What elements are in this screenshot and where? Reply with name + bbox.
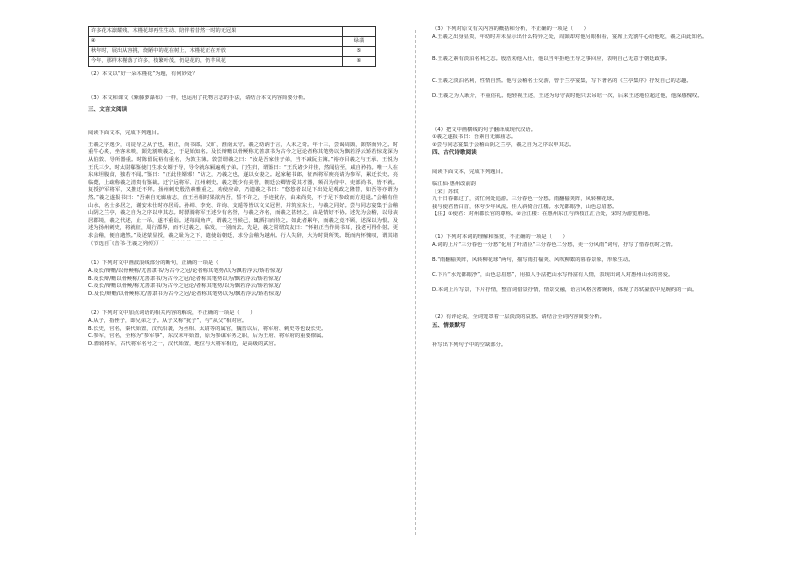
option-b: B.“雨翻榆荚阵，风转柳花球”两句，描写雨打榆荚、风吹柳絮的暮春景象，形象生动。	[432, 256, 634, 263]
table-cell: ⑤	[343, 47, 376, 57]
option-c: C.王羲之淡泊名利，性情自然。他与会稽名士交游，曾于兰亭宴集，写下著名的《兰亭集序》抒发自己的志趣。	[432, 77, 692, 84]
question-text: （2）本文以“好一朵木槿花”为题，有何妙处？	[88, 71, 198, 77]
table-cell	[343, 27, 376, 37]
option-b: B.王羲之素有淡泊名利之志。殷浩劝他入仕，他以当年拒绝王导之事回应，表明自己无意于朝廷政事。	[432, 55, 671, 62]
reading-table	[88, 26, 376, 67]
option-c: C.下片“水光都眼净”，山色总眉愁”，用拟人手法把山水写得富有人情，表现出词人对惠州山水的喜爱。	[432, 271, 674, 278]
option-c: C.参军，官名，全称为“参军事”，东汉末年始置，原为参谋军务之职，后为王府、将军府的重要僚属。	[88, 333, 327, 340]
option-b: B.长史，官名，秦代始置，汉代沿袭，为丞相、太尉等的属官，魏晋以后，将军府、刺史等也设长史。	[88, 325, 327, 332]
question-text: （3）下列对原文有关内容的概括和分析，不正确的一项是（ ）	[432, 26, 589, 32]
table-cell: 许多花木凛耀残。木槿花却再生生动、陪伴着昔然一时的无冠果	[89, 27, 343, 37]
table-row	[89, 57, 376, 67]
table-cell: 秋年时，展出从容挑，烧陋中的花在树上，木槿花正在开放	[89, 47, 343, 57]
option-c: C.及长/辩赡以骨鲠/称尤善隶书/为古今之冠论/者称其笔势/以为飘若浮云/矫若惊龙/	[88, 283, 281, 290]
table-cell: ④	[89, 37, 343, 47]
question-text: （2）下列对文中加点词语的相关内容的解说，不正确的一项是（ ）	[88, 310, 256, 317]
classical-passage: 王羲之字逸少，司徒导之从子也，祖正，尚书郎。父旷，淮南太守。羲之幼讷于言，人未之奇。年十三，尝谒周顗，顗察而异之。时重牛心炙，坐客未啖，顗先割啖羲之，于是始知名。及长辩赡以骨鲠称尤善隶书为古今之冠论者称其笔势以为飘若浮云矫若惊龙深为从伯敦、导所器重。时陈留阮裕有重名，为敦主簿。敦尝谓羲之曰：“汝是吾家佳子弟，当不减阮主簿。”裕亦目羲之与王承、王悦为王氏三少。时太尉郗鉴使门生求女婿于导，导令就东厢遍观子弟。门生归，谓鉴曰：“王氏诸少并佳，然闻信至，咸自矜持。唯一人在东床坦腹食，独若不闻。”鉴曰：“正此佳婿邪！”访之，乃羲之也，遂以女妻之。起家秘书郎，征西将军庾亮请为参军，累迁长史。亮临薨，上疏称羲之清贵有鉴裁。迁宁远将军、江州刺史。羲之既少有美誉，朝廷公卿皆爱其才器，频召为侍中、吏部尚书，皆不就。复授护军将军，又推迁不拜。扬州刺史殷浩素雅重之，劝使应命，乃遗羲之书曰：“悠悠者以足下出处足观政之隆替，如吾等亦谓为然。”羲之遂报书曰：“吾素自无廊庙志，直王丞相时果欲内吾，誓不许之，手迹犹存，由来尚矣，不于足下参政而方进退。”会稽有佳山水，名士多居之，谢安未仕时亦居焉。孙绰、李充、许询、支遁等皆以文义冠世，并筑室东土，与羲之同好。尝与同志宴集于会稽山阴之兰亭，羲之自为之序以申其志。时骠骑将军王述少有名誉，与羲之齐名，而羲之甚轻之，由是情好不协。述先为会稽，以母丧居郡境，羲之代述，止一吊，遂不重诣。述每闻角声，谓羲之当候己，辄洒扫而待之。如此者累年，而羲之竟不顾，述深以为恨。及述为扬州刺史，将就征，周行郡界，而不过羲之，临发，一别而去。先是，羲之常谓宾友曰：“怀祖正当作尚书耳，投老可得仆射。更求会稽，便自邈然。”及述蒙显授，羲之耻为之下，遣使诣朝廷，求分会稽为越州。行人失辞，大为时贤所笑。既而内怀愧叹，谓其诸	[88, 141, 398, 239]
option-a: A.及长/辩赡/以骨鲠称/尤善隶书/为古今之冠/论者称其笔势/以为飘若浮云/矫若惊龙/	[88, 267, 283, 274]
section-heading: 五、情景默写	[432, 322, 466, 329]
translation-item: ①羲之遂报书曰：吾素自无廊庙志。	[432, 134, 517, 141]
table-row	[89, 37, 376, 47]
option-a: A.从子，指侄子，即兄弟之子。从子又称“犹子”，与“从父”相对应。	[88, 317, 248, 324]
option-a: A.词的上片“三分春色一分愁”化用了叶清臣“三分春色二分愁，更一分风雨”词句，抒写了惜春伤时之情。	[432, 241, 676, 248]
table-cell: 绿翡	[343, 37, 376, 47]
option-d: D.本词上片写景，下片抒情，整首词借景抒情，情景交融，语言风格含蓄婉转，体现了苏轼豪放中见婉约的一面。	[432, 286, 698, 293]
right-column	[432, 26, 732, 349]
option-d: D.及长/辩赡/以骨鲠称尤/善隶书为古今之冠/论者称其笔势以为/飘若浮云/矫若惊龙/	[88, 290, 282, 297]
option-d: D.骠骑将军，古代将军名号之一，汉代始置，地位与大将军相近，是高级的武官。	[88, 340, 280, 347]
question-text: （1）下列对文中画波浪线部分的断句，正确的一项是（ ）	[88, 260, 235, 267]
table-row	[89, 47, 376, 57]
question-text: （1）下列对本词的理解和鉴赏，不正确的一项是（ ）	[432, 234, 568, 241]
table-row	[89, 27, 376, 37]
question-text: （4）把文中画横线的句子翻译成现代汉语。	[432, 126, 537, 133]
table-cell: ⑥	[343, 57, 376, 67]
poem-author: ［宋］苏轼	[432, 188, 459, 195]
question-text: （2）有评论说，全词笼罩着一层淡淡的哀愁。请结合全词内容简要分析。	[432, 313, 605, 320]
option-a: A.王羲之出身显贵，年幼时并未显示出什么特异之处，周顗却对他另眼相看，宴席上先割牛心给他吃，羲之由此知名。	[432, 33, 708, 40]
poem-line: 我与使君皆白首，休夸少年风流。佳人斜倚合江楼。水光都眼净，山色总眉愁。	[432, 203, 618, 210]
column-divider	[415, 30, 416, 535]
translation-item: ②尝与同志宴集于会稽山阴之兰亭，羲之自为之序以申其志。	[432, 141, 575, 148]
section-heading: 三、文言文阅读	[88, 107, 128, 114]
passage-source: （节选自《晋书·王羲之列传》）	[88, 240, 162, 247]
table-cell: 今年，那样木槿落了许多，枝繁叶茂，仍是花的，仍芊风花	[89, 57, 343, 67]
poem-note: 【注】①使君：对州郡长官的尊称。②合江楼：在惠州东江与西枝江汇合处，宋时为游览胜地。	[432, 211, 654, 218]
instruction-text: 阅读下面文本，完成下列题目。	[88, 130, 163, 137]
section-heading: 四、古代诗歌阅读	[432, 150, 477, 157]
option-d: D.王羲之为人耿介，不重俗礼。他轻视王述，王述为母守丧时他只去吊唁一次，后来王述地位超过他，他深感愧叹。	[432, 92, 703, 99]
poem-title: 临江仙·惠州改前韵	[432, 180, 477, 187]
poem-line: 九十日春都过了，贪忙何处追游。三分春色一分愁。雨翻榆荚阵，风转柳花球。	[432, 196, 618, 203]
instruction-text: 补写出下列句子中的空缺部分。	[432, 341, 507, 348]
left-column	[88, 26, 398, 348]
instruction-text: 阅读下面文本，完成下列题目。	[432, 169, 507, 176]
option-b: B.及长辩/赡以骨鲠称/尤善隶书/为古今之冠/论者称其笔势以为/飘若浮云/矫若惊龙/	[88, 275, 281, 282]
question-text: （3）本文和课文《紫藤萝瀑布》一样，也运用了托物言志的手法，请结合本文内容简要分析。	[88, 94, 309, 101]
